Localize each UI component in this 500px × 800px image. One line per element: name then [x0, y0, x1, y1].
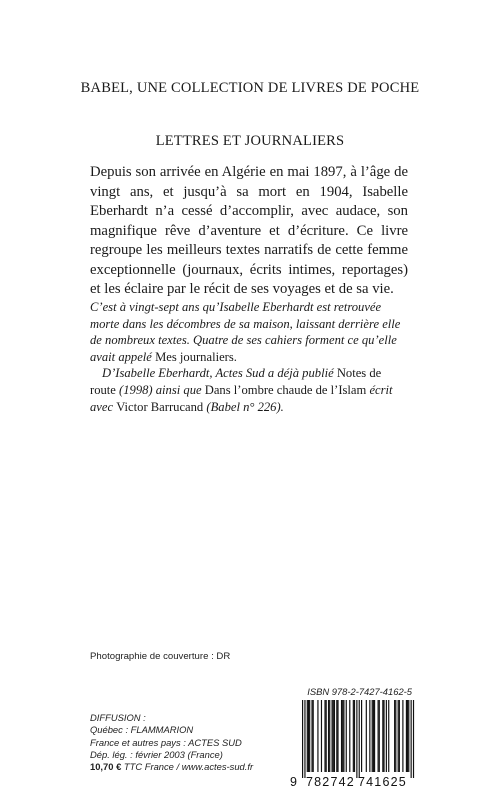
author-note: [90, 299, 410, 415]
distribution-france: France et autres pays : ACTES SUD: [90, 736, 242, 748]
summary-paragraph: Depuis son arrivée en Algérie en mai 1897, à l’âge de vingt ans, et jusqu’à sa mort en 1904, Isabelle Eberhardt n’a cessé d’accomplir, avec audace, son magnifique rêve d’aventure et d’écriture. Ce livre regroupe les meilleurs textes narratifs de cette femme exceptionnelle (journaux, écrits intimes, reportages) et les éclaire par le récit de ses voyages et de sa vie.: [90, 164, 408, 297]
barcode-bar: [361, 700, 362, 772]
barcode-bar: [308, 700, 309, 772]
series-line: BABEL, UNE COLLECTION DE LIVRES DE POCHE: [80, 80, 420, 96]
barcode-bar: [324, 700, 325, 772]
barcode-bar: [342, 700, 343, 772]
barcode-bar: [337, 700, 338, 772]
barcode-bar: [307, 700, 308, 772]
barcode: [290, 700, 420, 792]
barcode-bar: [402, 700, 403, 772]
price-line: 10,70 € TTC France / www.actes-sud.fr: [90, 761, 254, 773]
barcode-bar: [304, 700, 305, 778]
book-title-dans-lombre: Dans l’ombre chaude de l’Islam: [204, 382, 367, 397]
book-title-notes-de-route: Notes de route: [90, 366, 382, 397]
barcode-bar: [379, 700, 380, 772]
barcode-bar: [408, 700, 409, 772]
barcode-bar: [406, 700, 407, 772]
barcode-bar: [333, 700, 334, 772]
distribution-info: [90, 712, 253, 773]
barcode-bar: [311, 700, 312, 772]
barcode-first-digit: 9: [290, 775, 299, 789]
barcode-bar: [354, 700, 355, 772]
book-title: LETTRES ET JOURNALIERS: [155, 133, 345, 149]
barcode-bar: [326, 700, 327, 772]
barcode-bar: [328, 700, 329, 772]
barcode-bar: [366, 700, 367, 772]
photo-credit: Photographie de couverture : DR: [90, 651, 231, 662]
barcode-bar: [411, 700, 412, 778]
barcode-bar: [341, 700, 342, 772]
barcode-bar: [372, 700, 373, 772]
barcode-bar: [394, 700, 395, 772]
barcode-bar: [336, 700, 337, 772]
barcode-bar: [334, 700, 335, 772]
barcode-bar: [388, 700, 389, 772]
barcode-bar: [369, 700, 370, 772]
barcode-bar: [359, 700, 360, 778]
journal-title: Mes journaliers: [155, 349, 234, 364]
distribution-label: DIFFUSION :: [90, 712, 146, 723]
barcode-bar: [378, 700, 379, 772]
barcode-bars: [290, 700, 420, 778]
barcode-bar: [321, 700, 322, 772]
barcode-bar: [346, 700, 347, 772]
barcode-bar: [395, 700, 396, 772]
barcode-bar: [349, 700, 350, 772]
price: 10,70 €: [90, 761, 122, 773]
note-paragraph-1: C’est à vingt-sept ans qu’Isabelle Eberhardt est retrouvée morte dans les décombres de sa maison, laissant derrière elle de nombreux textes. Quatre de ses cahiers forment ce qu’elle avait appelé Mes journaliers.: [90, 300, 401, 364]
barcode-bar: [374, 700, 375, 772]
barcode-bar: [399, 700, 400, 772]
legal-deposit: Dép. lég. : février 2003 (France): [90, 748, 223, 760]
barcode-bar: [382, 700, 383, 772]
note-paragraph-2: D’Isabelle Eberhardt, Actes Sud a déjà publié Notes de route (1998) ainsi que Dans l’ombre chaude de l’Islam écrit avec Victor Barrucand (Babel n° 226).: [90, 366, 393, 414]
barcode-bar: [353, 700, 354, 772]
barcode-bar: [386, 700, 387, 772]
barcode-bar: [302, 700, 303, 778]
barcode-bar: [373, 700, 374, 772]
barcode-bar: [309, 700, 310, 772]
isbn-number: ISBN 978-2-7427-4162-5: [307, 686, 412, 697]
barcode-bar: [329, 700, 330, 772]
barcode-bar: [413, 700, 414, 778]
barcode-right-group: 741625: [358, 775, 407, 789]
barcode-bar: [407, 700, 408, 772]
barcode-bar: [383, 700, 384, 772]
barcode-bar: [343, 700, 344, 772]
barcode-bar: [332, 700, 333, 772]
coauthor-name: Victor Barrucand: [116, 399, 204, 414]
barcode-bar: [313, 700, 314, 772]
barcode-bar: [317, 700, 318, 772]
barcode-bar: [398, 700, 399, 772]
distribution-quebec: Québec : FLAMMARION: [90, 724, 194, 736]
barcode-bar: [356, 700, 357, 778]
barcode-left-group: 782742: [306, 775, 355, 789]
